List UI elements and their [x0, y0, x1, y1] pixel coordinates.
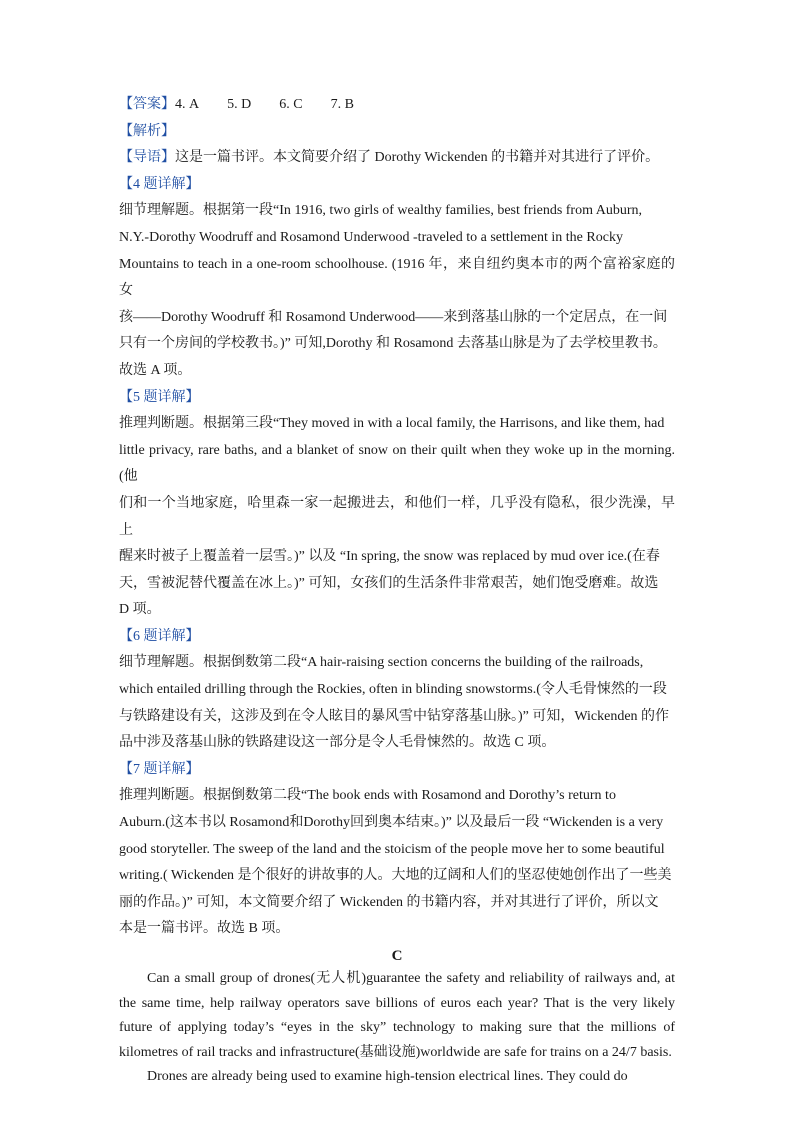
- q7-line: 本是一篇书评。故选 B 项。: [119, 921, 290, 937]
- answer-tag: 【答案】: [119, 97, 175, 112]
- q4-line: N.Y.-Dorothy Woodruff and Rosamond Underwood -traveled to a settlement in the Rocky: [119, 229, 623, 245]
- q4-line: Mountains to teach in a one-room schoolhouse. (1916 年，来自纽约奥本市的两个富裕家庭的女: [119, 256, 675, 299]
- intro-line: [119, 145, 675, 172]
- q7-heading: 【7 题详解】: [119, 761, 200, 777]
- intro-text: 这是一篇书评。本文简要介绍了 Dorothy Wickenden 的书籍并对其进行了评价。: [175, 150, 660, 166]
- q7-line: writing.( Wickenden 是个很好的讲故事的人。大地的辽阔和人们的坚忍使她创作出了一些美: [119, 868, 672, 884]
- q7-line: 推理判断题。根据倒数第二段“The book ends with Rosamond and Dorothy’s return to: [119, 788, 616, 804]
- passage-paragraph: Drones are already being used to examine high-tension electrical lines. They could do: [147, 1069, 628, 1084]
- q6-line: 细节理解题。根据倒数第二段“A hair-raising section concerns the building of the railroads,: [119, 655, 644, 671]
- q4-heading: 【4 题详解】: [119, 176, 200, 192]
- analysis-tag: 【解析】: [119, 123, 175, 139]
- q6-line: which entailed drilling through the Rockies, often in blinding snowstorms.(令人毛骨悚然的一段: [119, 682, 667, 698]
- q6-line: 品中涉及落基山脉的铁路建设这一部分是令人毛骨悚然的。故选 C 项。: [119, 735, 556, 751]
- q4-line: 细节理解题。根据第一段“In 1916, two girls of wealthy families, best friends from Auburn,: [119, 203, 642, 219]
- q5-line: little privacy, rare baths, and a blanket of snow on their quilt when they woke up in the morning.(他: [119, 442, 675, 485]
- answer-item: 7. B: [330, 97, 354, 112]
- q7-line: Auburn.(这本书以 Rosamond和Dorothy回到奥本结束。)” 以及最后一段 “Wickenden is a very: [119, 815, 664, 831]
- document-content: [119, 92, 675, 1090]
- q7-line: 丽的作品。)” 可知，本文简要介绍了 Wickenden 的书籍内容，并对其进行了评价，所以文: [119, 894, 659, 910]
- answer-item: 5. D: [227, 97, 252, 112]
- q4-line: 孩——Dorothy Woodruff 和 Rosamond Underwood——来到落基山脉的一个定居点，在一间: [119, 309, 668, 325]
- q4-line: 只有一个房间的学校教书。)” 可知,Dorothy 和 Rosamond 去落基山脉是为了去学校里教书。: [119, 336, 667, 352]
- q6-line: 与铁路建设有关，这涉及到在令人眩目的暴风雪中钻穿落基山脉。)” 可知，Wickenden 的作: [119, 708, 670, 724]
- q5-line: 醒来时被子上覆盖着一层雪。)” 以及 “In spring, the snow was replaced by mud over ice.(在春: [119, 549, 660, 565]
- q5-line: 们和一个当地家庭，哈里森一家一起搬进去，和他们一样，几乎没有隐私，很少洗澡，早上: [119, 495, 675, 538]
- q7-line: good storyteller. The sweep of the land and the stoicism of the people move her to some beautiful: [119, 841, 665, 857]
- intro-tag: 【导语】: [119, 150, 175, 166]
- passage-title: C: [391, 948, 403, 964]
- q6-heading: 【6 题详解】: [119, 628, 200, 644]
- q5-heading: 【5 题详解】: [119, 389, 200, 405]
- passage-paragraph: Can a small group of drones(无人机)guarantee the safety and reliability of railways and, at the same time, help railway operators save billions of euros each year? That is the very likely future of applying today’s “eyes in the sky” technology to making sure that the millions of kilometres of rail tracks and infrastructure(基础设施)worldwide are safe for trains on a 24/7 basis.: [119, 971, 675, 1060]
- answer-line: [119, 92, 675, 119]
- q5-line: 推理判断题。根据第三段“They moved in with a local family, the Harrisons, and like them, had: [119, 416, 665, 432]
- answer-item: 4. A: [175, 97, 200, 112]
- q5-line: 天，雪被泥替代覆盖在冰上。)” 可知，女孩们的生活条件非常艰苦，她们饱受磨难。故选: [119, 575, 659, 591]
- q5-line: D 项。: [119, 602, 161, 618]
- answer-item: 6. C: [279, 97, 303, 112]
- q4-line: 故选 A 项。: [119, 362, 192, 378]
